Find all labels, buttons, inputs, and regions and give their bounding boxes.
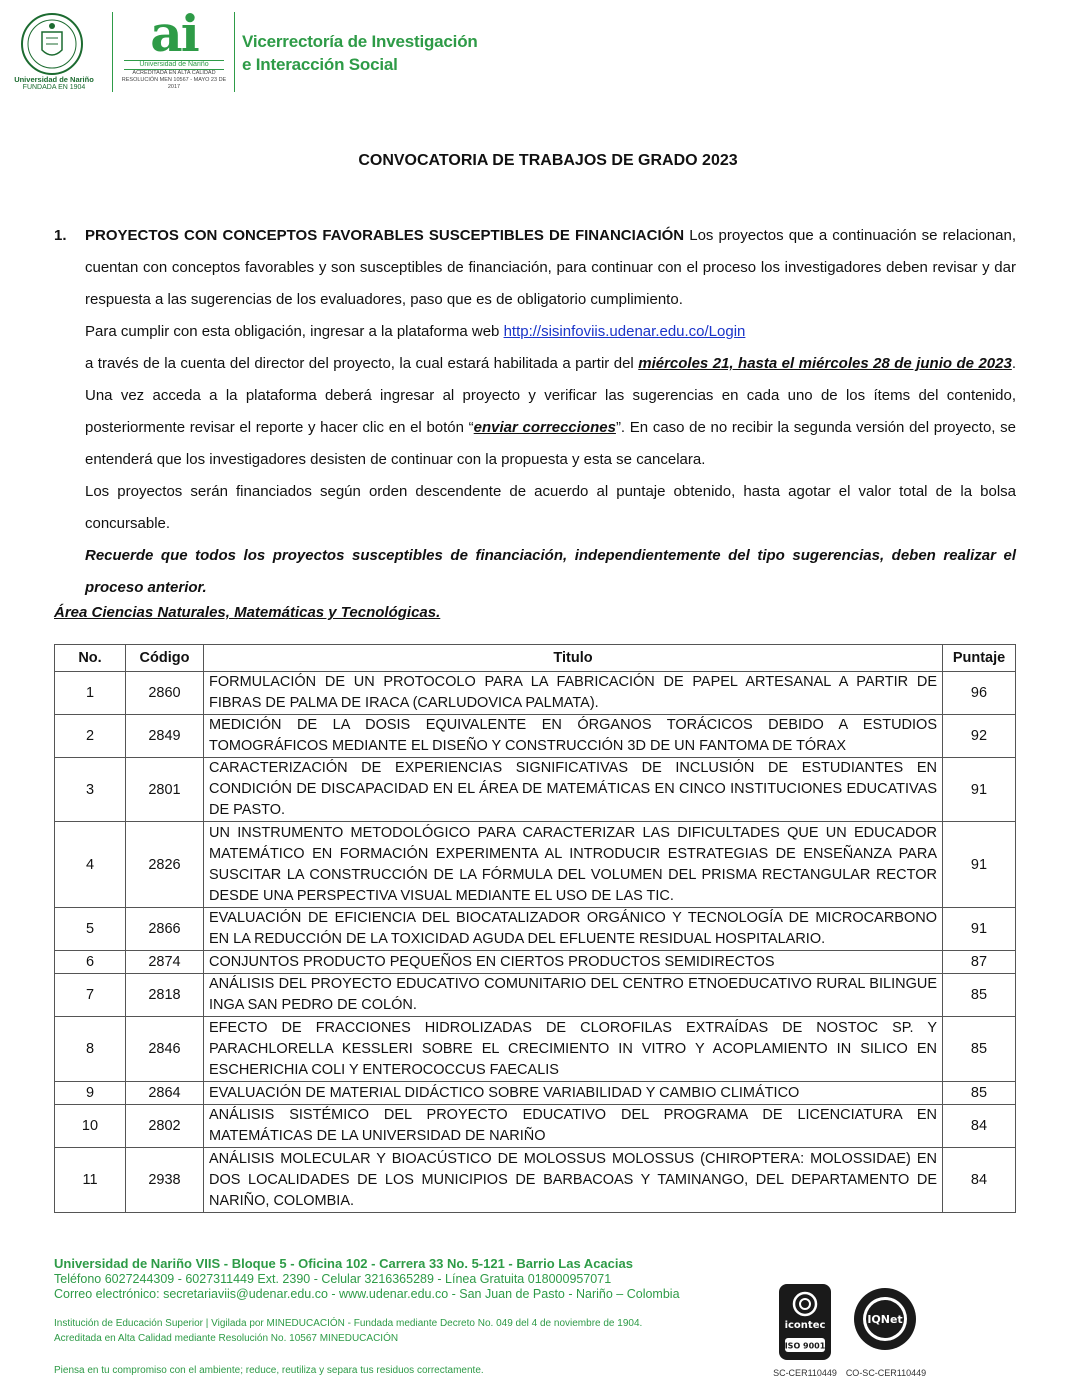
cell-codigo: 2874	[126, 951, 204, 974]
cell-codigo: 2846	[126, 1017, 204, 1082]
cell-titulo: EVALUACIÓN DE MATERIAL DIDÁCTICO SOBRE VARIABILIDAD Y CAMBIO CLIMÁTICO	[204, 1082, 943, 1105]
area-heading: Área Ciencias Naturales, Matemáticas y Tecnológicas.	[54, 604, 441, 621]
header-divider-2	[234, 12, 235, 92]
cell-no: 5	[55, 908, 126, 951]
paragraph-1: PROYECTOS CON CONCEPTOS FAVORABLES SUSCEPTIBLES DE FINANCIACIÓN Los proyectos que a continuación se relacionan, cuentan con conceptos favorables y son susceptibles de financiación, para continuar con el proceso los investigadores deben revisar y dar respuesta a las sugerencias de los evaluadores, paso que es de obligatorio cumplimiento.	[85, 227, 1016, 308]
table-row	[55, 1082, 1016, 1105]
cell-puntaje: 91	[943, 822, 1016, 908]
header-titulo: Titulo	[204, 645, 943, 672]
table-row	[55, 822, 1016, 908]
cell-titulo: CARACTERIZACIÓN DE EXPERIENCIAS SIGNIFICATIVAS DE INCLUSIÓN DE ESTUDIANTES EN CONDICIÓN DE DISCAPACIDAD EN EL ÁREA DE MATEMÁTICAS EN CINCO INSTITUCIONES EDUCATIVAS DE PASTO.	[204, 758, 943, 822]
platform-link[interactable]: http://sisinfoviis.udenar.edu.co/Login	[503, 323, 746, 340]
header-codigo: Código	[126, 645, 204, 672]
footer-phones: Teléfono 6027244309 - 6027311449 Ext. 2390 - Celular 3216365289 - Línea Gratuita 018000957071	[54, 1272, 612, 1286]
section-number: 1.	[54, 227, 67, 244]
paragraph-5-reminder: Recuerde que todos los proyectos susceptibles de financiación, independientemente del tipo sugerencias, deben realizar el proceso anterior.	[85, 547, 1016, 596]
cell-titulo: FORMULACIÓN DE UN PROTOCOLO PARA LA FABRICACIÓN DE PAPEL ARTESANAL A PARTIR DE FIBRAS DE PALMA DE IRACA (CARLUDOVICA PALMATA).	[204, 672, 943, 715]
vicerrectoria-title: Vicerrectoría de Investigación e Interacción Social	[242, 32, 478, 74]
cell-puntaje: 85	[943, 974, 1016, 1017]
cell-puntaje: 91	[943, 758, 1016, 822]
footer-institution: Institución de Educación Superior | Vigilada por MINEDUCACIÓN - Fundada mediante Decreto No. 049 del 4 de noviembre de 1904.	[54, 1318, 643, 1329]
table-row	[55, 1017, 1016, 1082]
cell-no: 10	[55, 1105, 126, 1148]
table-row	[55, 672, 1016, 715]
cell-puntaje: 84	[943, 1148, 1016, 1213]
icontec-cert-code: SC-CER110449	[773, 1368, 837, 1378]
cell-puntaje: 96	[943, 672, 1016, 715]
enviar-correcciones-ref: enviar correcciones	[473, 419, 616, 436]
cell-codigo: 2938	[126, 1148, 204, 1213]
deadline-dates: miércoles 21, hasta el miércoles 28 de junio de 2023	[638, 355, 1012, 372]
iqnet-label: IQNet	[867, 1313, 903, 1326]
cell-puntaje: 85	[943, 1017, 1016, 1082]
table-row	[55, 715, 1016, 758]
section-1	[54, 220, 1016, 604]
header-no: No.	[55, 645, 126, 672]
table-header-row	[55, 645, 1016, 672]
cell-titulo: EFECTO DE FRACCIONES HIDROLIZADAS DE CLOROFILAS EXTRAÍDAS DE NOSTOC SP. Y PARACHLORELLA KESSLERI SOBRE EL CRECIMIENTO IN VITRO Y ACOPLAMIENTO IN SILICO EN ESCHERICHIA COLI Y ENTEROCOCCUS FAECALIS	[204, 1017, 943, 1082]
footer-contact: Correo electrónico: secretariaviis@udenar.edu.co - www.udenar.edu.co - San Juan de Pasto - Nariño – Colombia	[54, 1287, 680, 1301]
cell-puntaje: 84	[943, 1105, 1016, 1148]
cell-no: 6	[55, 951, 126, 974]
cell-titulo: ANÁLISIS DEL PROYECTO EDUCATIVO COMUNITARIO DEL CENTRO ETNOEDUCATIVO RURAL BILINGUE INGA SAN PEDRO DE COLÓN.	[204, 974, 943, 1017]
cell-puntaje: 87	[943, 951, 1016, 974]
cell-titulo: MEDICIÓN DE LA DOSIS EQUIVALENTE EN ÓRGANOS TORÁCICOS DEBIDO A ESTUDIOS TOMOGRÁFICOS MEDIANTE EL DISEÑO Y CONSTRUCCIÓN 3D DE UN FANTOMA DE TÓRAX	[204, 715, 943, 758]
table-row	[55, 1148, 1016, 1213]
footer-address: Universidad de Nariño VIIS - Bloque 5 - Oficina 102 - Carrera 33 No. 5-121 - Barrio Las Acacias	[54, 1256, 633, 1271]
university-seal-caption: Universidad de Nariño FUNDADA EN 1904	[14, 75, 94, 91]
table-row	[55, 974, 1016, 1017]
projects-table	[54, 644, 1016, 1213]
cell-no: 11	[55, 1148, 126, 1213]
cell-puntaje: 92	[943, 715, 1016, 758]
paragraph-3: a través de la cuenta del director del proyecto, la cual estará habilitada a partir del miércoles 21, hasta el miércoles 28 de junio de 2023. Una vez acceda a la plataforma deberá ingresar al proyecto y verificar las sugerencias en cada uno de los ítems del contenido, posteriormente revisar el reporte y hacer clic en el botón “enviar correcciones”. En caso de no recibir la segunda versión del proyecto, se entenderá que los investigadores desisten de continuar con la propuesta y esta se cancelara.	[85, 355, 1016, 468]
cell-codigo: 2802	[126, 1105, 204, 1148]
iso-label: ISO 9001	[784, 1341, 826, 1351]
section-heading: PROYECTOS CON CONCEPTOS FAVORABLES SUSCEPTIBLES DE FINANCIACIÓN	[85, 227, 685, 244]
table-row	[55, 908, 1016, 951]
table-row	[55, 758, 1016, 822]
cell-no: 2	[55, 715, 126, 758]
footer-environment-note: Piensa en tu compromiso con el ambiente; reduce, reutiliza y separa tus residuos correctamente.	[54, 1365, 484, 1376]
iqnet-cert-code: CO-SC-CER110449	[845, 1368, 927, 1378]
cell-codigo: 2866	[126, 908, 204, 951]
header-divider	[112, 12, 113, 92]
cell-no: 7	[55, 974, 126, 1017]
cell-codigo: 2818	[126, 974, 204, 1017]
icontec-certification-logo	[779, 1284, 831, 1360]
cell-titulo: EVALUACIÓN DE EFICIENCIA DEL BIOCATALIZADOR ORGÁNICO Y TECNOLOGÍA DE MICROCARBONO EN LA REDUCCIÓN DE LA TOXICIDAD AGUDA DEL EFLUENTE RESIDUAL HOSPITALARIO.	[204, 908, 943, 951]
cell-puntaje: 85	[943, 1082, 1016, 1105]
cell-titulo: UN INSTRUMENTO METODOLÓGICO PARA CARACTERIZAR LAS DIFICULTADES QUE UN EDUCADOR MATEMÁTICO EN FORMACIÓN EXPERIMENTA AL INTRODUCIR ESTRATEGIAS DE ENSEÑANZA PARA SUSCITAR LA CONSTRUCCIÓN DE LA FÓRMULA DEL VOLUMEN DEL PRISMA RECTANGULAR RECTOR DESDE UNA PERSPECTIVA VISUAL MEDIANTE EL USO DE LAS TIC.	[204, 822, 943, 908]
table-row	[55, 951, 1016, 974]
header-puntaje: Puntaje	[943, 645, 1016, 672]
cell-no: 8	[55, 1017, 126, 1082]
cell-codigo: 2864	[126, 1082, 204, 1105]
cell-no: 9	[55, 1082, 126, 1105]
ai-accreditation-logo: ai Universidad de Nariño ACREDITADA EN ALTA CALIDAD RESOLUCIÓN MEN 10567 - MAYO 23 DE 2017	[121, 4, 227, 90]
icontec-label: icontec	[784, 1320, 826, 1331]
footer-accreditation: Acreditada en Alta Calidad mediante Resolución No. 10567 MINEDUCACIÓN	[54, 1333, 399, 1344]
cell-no: 3	[55, 758, 126, 822]
cell-codigo: 2826	[126, 822, 204, 908]
document-title: CONVOCATORIA DE TRABAJOS DE GRADO 2023	[358, 152, 738, 169]
paragraph-4: Los proyectos serán financiados según orden descendente de acuerdo al puntaje obtenido, hasta agotar el valor total de la bolsa concursable.	[85, 483, 1016, 532]
cell-codigo: 2801	[126, 758, 204, 822]
table-row	[55, 1105, 1016, 1148]
cell-codigo: 2849	[126, 715, 204, 758]
cell-puntaje: 91	[943, 908, 1016, 951]
iqnet-certification-logo	[852, 1286, 918, 1352]
cell-no: 4	[55, 822, 126, 908]
cell-no: 1	[55, 672, 126, 715]
paragraph-2: Para cumplir con esta obligación, ingresar a la plataforma web http://sisinfoviis.udenar.edu.co/Login	[85, 323, 746, 340]
cell-codigo: 2860	[126, 672, 204, 715]
cell-titulo: ANÁLISIS SISTÉMICO DEL PROYECTO EDUCATIVO DEL PROGRAMA DE LICENCIATURA EN MATEMÁTICAS DE LA UNIVERSIDAD DE NARIÑO	[204, 1105, 943, 1148]
cell-titulo: ANÁLISIS MOLECULAR Y BIOACÚSTICO DE MOLOSSUS MOLOSSUS (CHIROPTERA: MOLOSSIDAE) EN DOS LOCALIDADES DE LOS MUNICIPIOS DE BARBACOAS Y TAMINANGO, DEL DEPARTAMENTO DE NARIÑO, COLOMBIA.	[204, 1148, 943, 1213]
cell-titulo: CONJUNTOS PRODUCTO PEQUEÑOS EN CIERTOS PRODUCTOS SEMIDIRECTOS	[204, 951, 943, 974]
